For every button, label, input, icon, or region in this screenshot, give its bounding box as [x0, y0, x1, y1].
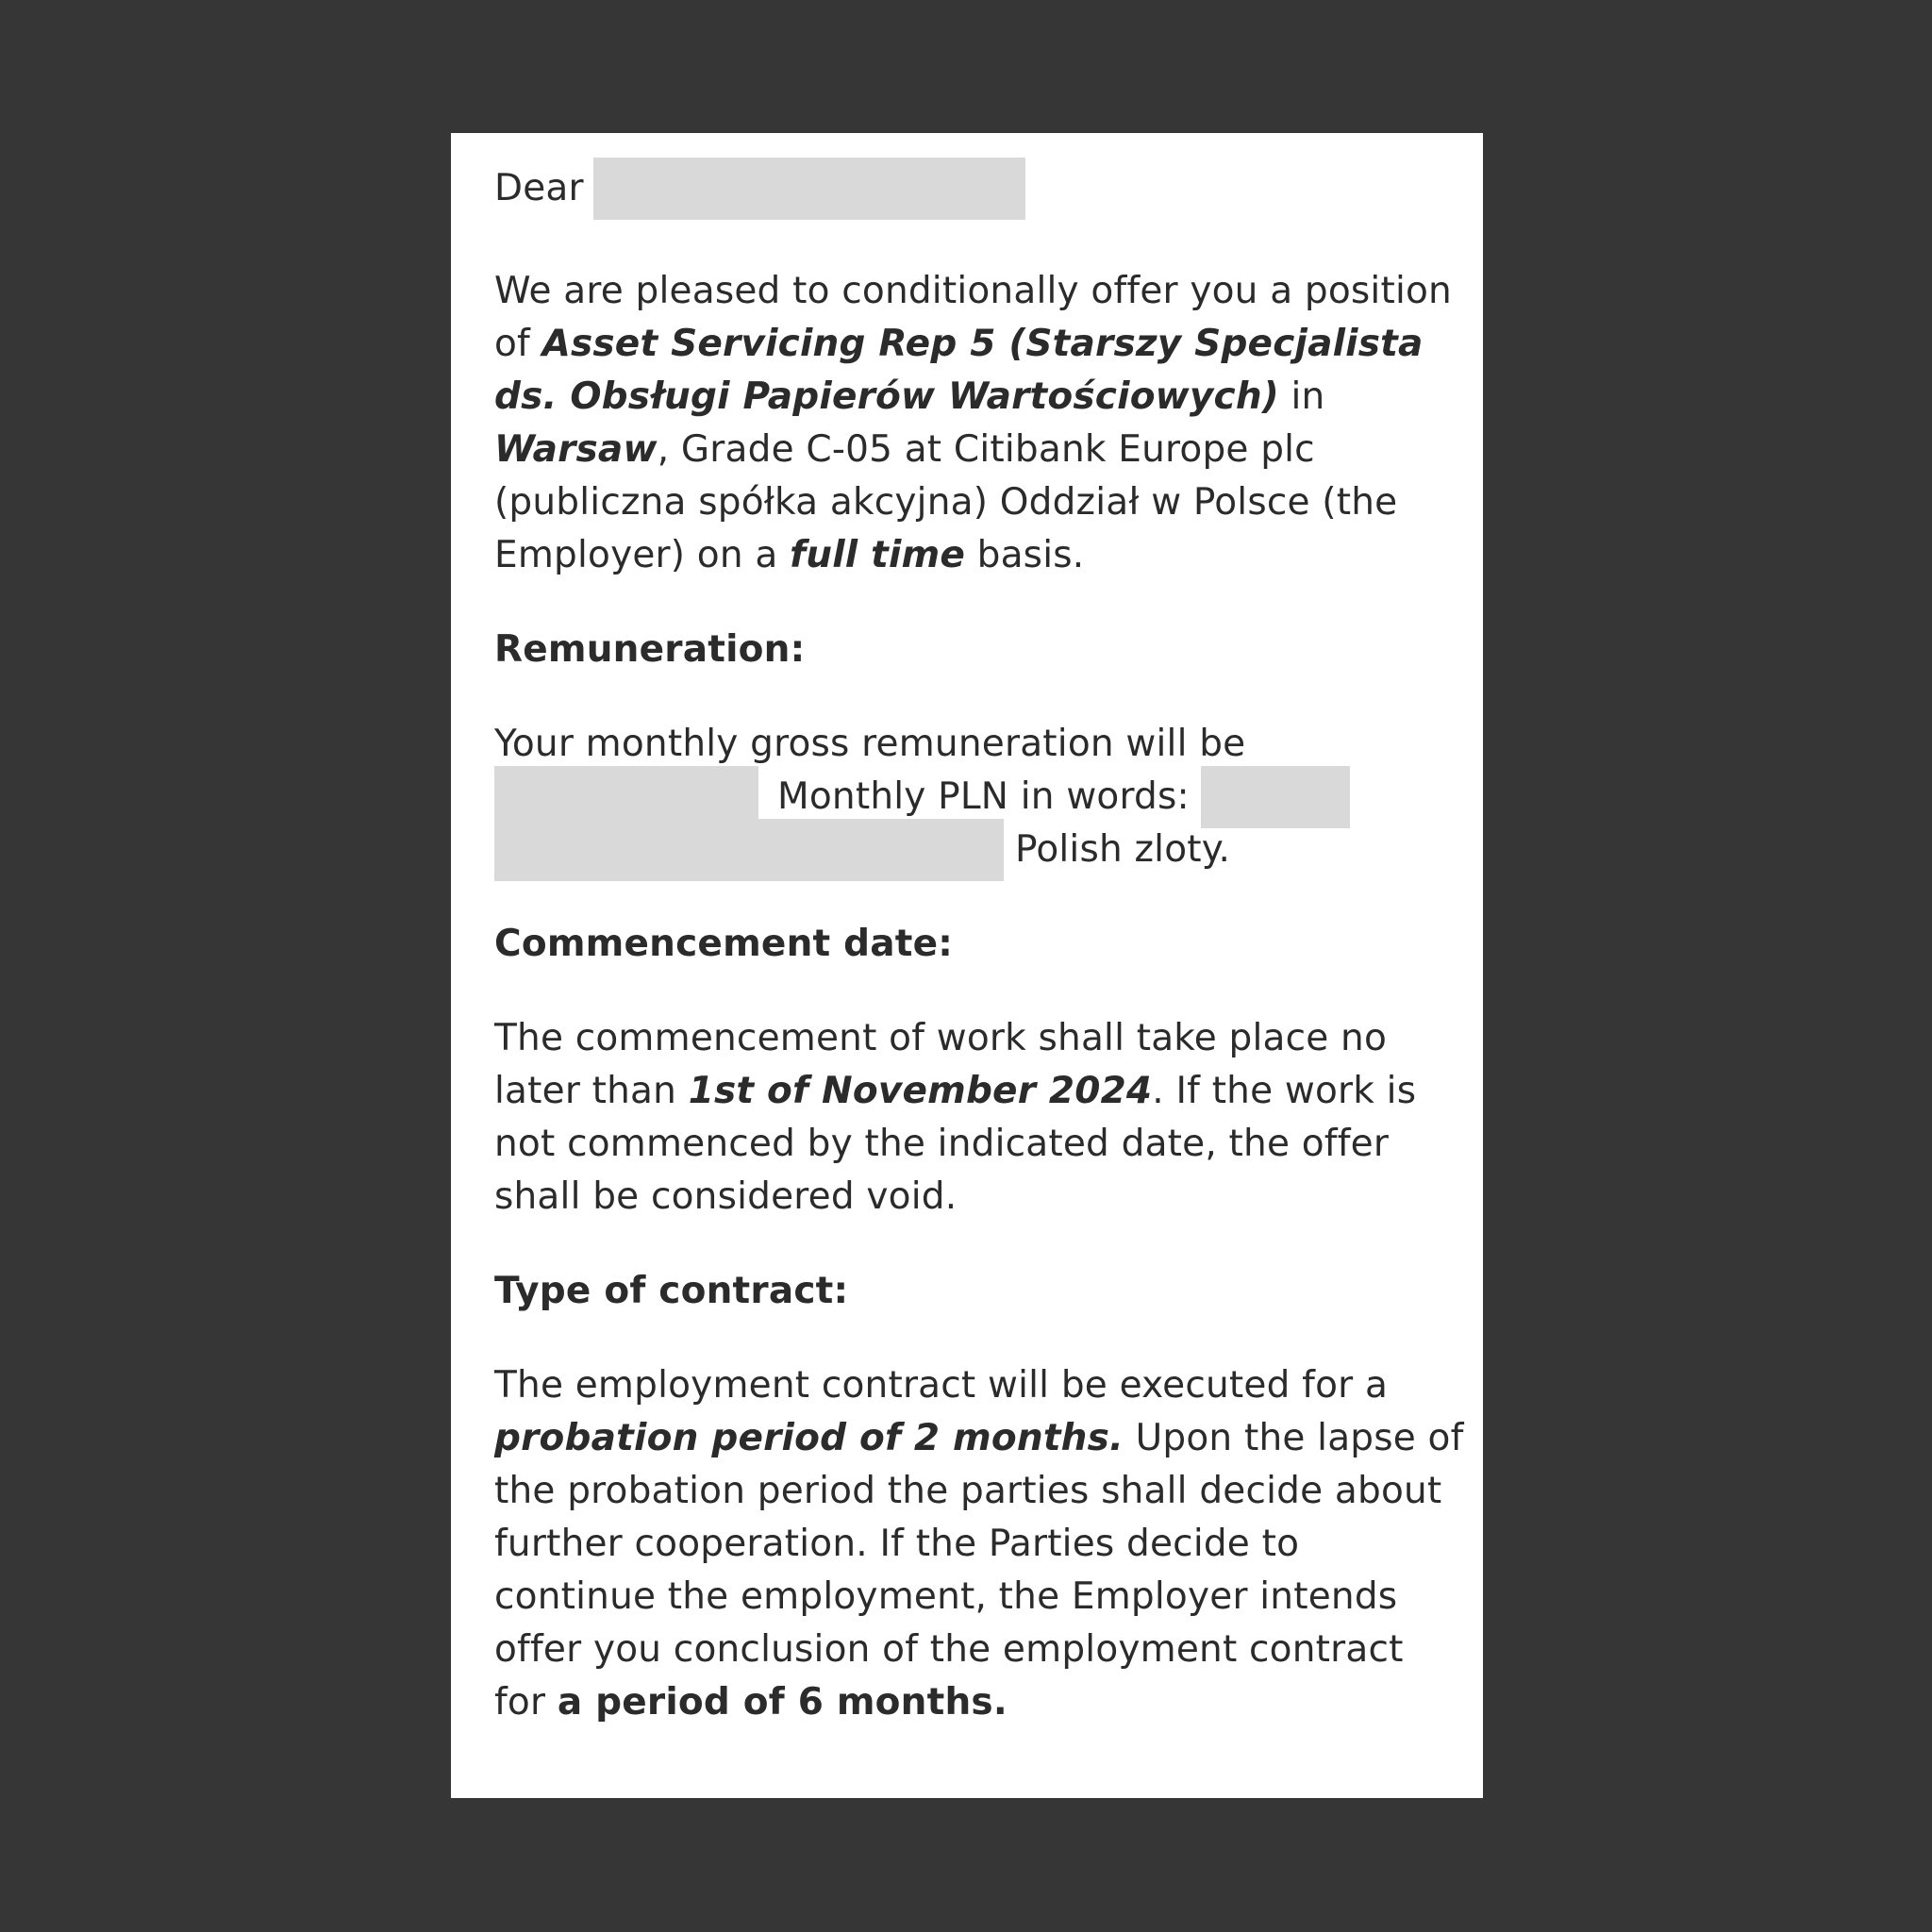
redacted-recipient-name — [593, 158, 1025, 220]
remuneration-currency-text: Polish zloty. — [1015, 828, 1231, 871]
redacted-amount-words-part-1 — [1201, 766, 1350, 828]
remuneration-line-3 — [494, 824, 1464, 876]
letter-page — [451, 133, 1483, 1798]
probation-period: probation period of 2 months. — [494, 1417, 1124, 1459]
remuneration-line-2 — [494, 771, 1464, 824]
employment-basis: full time — [790, 534, 966, 576]
position-title: Asset Servicing Rep 5 (Starszy Specjalista ds. Obsługi Papierów Wartościowych) — [494, 323, 1424, 418]
work-city: Warsaw — [494, 428, 658, 471]
contract-period: a period of 6 months. — [557, 1681, 1008, 1724]
remuneration-paragraph — [494, 718, 1464, 876]
greeting-text: Dear — [494, 167, 584, 209]
intro-paragraph — [494, 265, 1464, 582]
commencement-date: 1st of November 2024 — [688, 1070, 1153, 1112]
intro-text-4: basis. — [965, 534, 1085, 576]
contract-text-2: Upon the lapse of the probation period the parties shall decide about further cooperation. If the Parties decide to continue the employment, the Employer intends offer you conclusion of the employment contract for — [494, 1417, 1464, 1724]
contract-heading: Type of contract: — [494, 1270, 849, 1312]
contract-paragraph — [494, 1359, 1464, 1729]
commencement-text-2: . If the work is not commenced by the indicated date, the offer shall be considered void. — [494, 1070, 1417, 1218]
commencement-paragraph — [494, 1012, 1464, 1224]
remuneration-monthly-text: Monthly PLN in words: — [777, 775, 1190, 818]
commencement-text-1: The commencement of work shall take place no later than — [494, 1017, 1387, 1112]
intro-text-3: , Grade C-05 at Citibank Europe plc (publiczna spółka akcyjna) Oddział w Polsce (the Employer) on a — [494, 428, 1398, 576]
contract-text-1: The employment contract will be executed for a — [494, 1364, 1389, 1407]
intro-text-2: in — [1278, 375, 1325, 418]
intro-text-1: We are pleased to conditionally offer you a position of — [494, 270, 1452, 365]
remuneration-line-1 — [494, 718, 1464, 771]
remuneration-text-1: Your monthly gross remuneration will be — [494, 723, 1246, 765]
redacted-amount-words-part-2 — [494, 819, 1004, 881]
commencement-heading: Commencement date: — [494, 923, 954, 965]
greeting-line — [494, 158, 1464, 220]
remuneration-heading: Remuneration: — [494, 628, 806, 671]
